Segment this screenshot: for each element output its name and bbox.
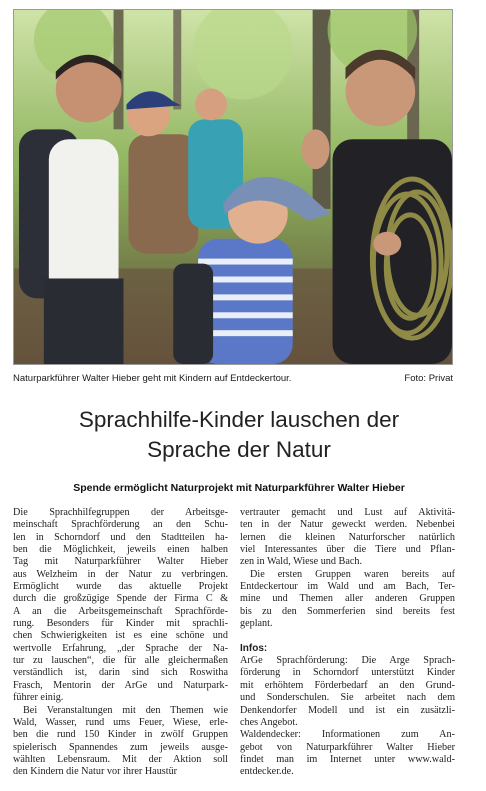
article-headline bbox=[13, 405, 465, 465]
article-text-line: den Kindern die Natur vor ihrer Haustür bbox=[13, 766, 178, 778]
article-text-line: meinschaft Sprachförderung an den Schu- bbox=[13, 519, 228, 531]
article-text-line: zen in Wald, Wiese und Bach. bbox=[240, 556, 363, 568]
article-text-line: ches Angebot. bbox=[240, 716, 298, 728]
photo-caption bbox=[13, 373, 453, 387]
article-text-line: A an die Arbeitsgemeinschaft Sprachförde- bbox=[13, 605, 228, 617]
article-text-line: aus Welzheim in der Natur zu verbringen. bbox=[13, 568, 228, 580]
article-text-line: lernen die kleinen Naturforscher natürlich bbox=[240, 531, 455, 543]
article-text-line: durch die großzügige Spende der Firma C & bbox=[13, 593, 228, 605]
article-text-line: verständlich ist, darin sind sich Roswitha bbox=[13, 667, 228, 679]
article-text-line: Wald, Wasser, rund ums Feuer, Wiese, erle- bbox=[13, 716, 228, 728]
article-text-line: Ermöglicht wurde das aktuelle Projekt bbox=[13, 581, 228, 593]
article-text-line: geplant. bbox=[240, 618, 273, 630]
article-column-2 bbox=[240, 507, 455, 779]
infos-heading: Infos: bbox=[240, 642, 268, 654]
spacer bbox=[240, 630, 455, 642]
article-column-1 bbox=[13, 507, 228, 779]
article-text-line: findet man im Internet unter www.wald- bbox=[240, 753, 455, 765]
article-text-line: spielerisch Spannendes zum jeweils ausge- bbox=[13, 741, 228, 753]
article-text-line: gebot von Naturparkführer Walter Hieber bbox=[240, 741, 455, 753]
article-subheadline: Spende ermöglicht Naturprojekt mit Naturparkführer Walter Hieber bbox=[73, 482, 405, 494]
article-text-line: Tag mit Naturparkführer Walter Hieber bbox=[13, 556, 228, 568]
article-text-line: vertrauter gemacht und Lust auf Aktivitä- bbox=[240, 507, 455, 518]
article-text-line: mit erhöhtem Förderbedarf an den Grund- bbox=[240, 679, 455, 691]
article-text-line: ben die rund 150 Kinder in zwölf Gruppen bbox=[13, 729, 228, 741]
article-text-line: förderung in Schorndorf unterstützt Kinder bbox=[240, 667, 455, 679]
article-text-line: Waldendecker: Informationen zum An- bbox=[240, 729, 455, 741]
photo-children-forest-rope-icon bbox=[14, 10, 452, 364]
article-text-line: viel Interessantes über die Tiere und Pflan- bbox=[240, 544, 455, 556]
article-text-line: chen Schwierigkeiten ist es eine schöne und bbox=[13, 630, 228, 642]
article-text-line: ArGe Sprachförderung: Die Arge Sprach- bbox=[240, 655, 455, 667]
article-text-line: wertvolle Erfahrung, „der Sprache der Na- bbox=[13, 642, 228, 654]
article-text-line: Frasch, Mentorin der ArGe und Naturpark- bbox=[13, 679, 228, 691]
article-text-line: tur zu lauschen“, die für alle gleichermaßen bbox=[13, 655, 228, 667]
headline-line-2: Sprache der Natur bbox=[147, 437, 331, 462]
article-text-line: entdecker.de. bbox=[240, 766, 294, 778]
article-text-line: wählten Lebensraum. Mit der Aktion soll bbox=[13, 753, 228, 765]
photo-credit: Foto: Privat bbox=[404, 373, 453, 384]
article-text-line: Bei Veranstaltungen mit den Themen wie bbox=[23, 704, 228, 716]
headline-line-1: Sprachhilfe-Kinder lauschen der bbox=[78, 407, 400, 432]
caption-text: Naturparkführer Walter Hieber geht mit Kindern auf Entdeckertour. bbox=[13, 373, 292, 384]
article-text-line: len in Schorndorf und den Stadtteilen ha- bbox=[13, 531, 228, 543]
article-text-line: bis zu den Sommerferien sind bereits fest bbox=[240, 605, 455, 617]
article-photo bbox=[13, 9, 453, 365]
article-text-line: ben die Möglichkeit, jeweils einen halben bbox=[13, 544, 228, 556]
article-text-line: Die Sprachhilfegruppen der Arbeitsge- bbox=[13, 507, 228, 518]
article-text-line: Entdeckertour im Wald und am Bach, Ter- bbox=[240, 581, 455, 593]
article-text-line: und Sonderschulen. Sie arbeitet nach dem bbox=[240, 692, 455, 704]
article-text-line: führer einig. bbox=[13, 692, 64, 704]
article-text-line: rung. Besonders für Kinder mit sprachli- bbox=[13, 618, 228, 630]
article-text-line: mine und Themen aller anderen Gruppen bbox=[240, 593, 455, 605]
article-text-line: Die ersten Gruppen waren bereits auf bbox=[250, 568, 455, 580]
article-text-line: ten in der Natur geweckt werden. Nebenbei bbox=[240, 519, 455, 531]
article-text-line: Denkendorfer Modell und ist ein zusätzli- bbox=[240, 704, 455, 716]
